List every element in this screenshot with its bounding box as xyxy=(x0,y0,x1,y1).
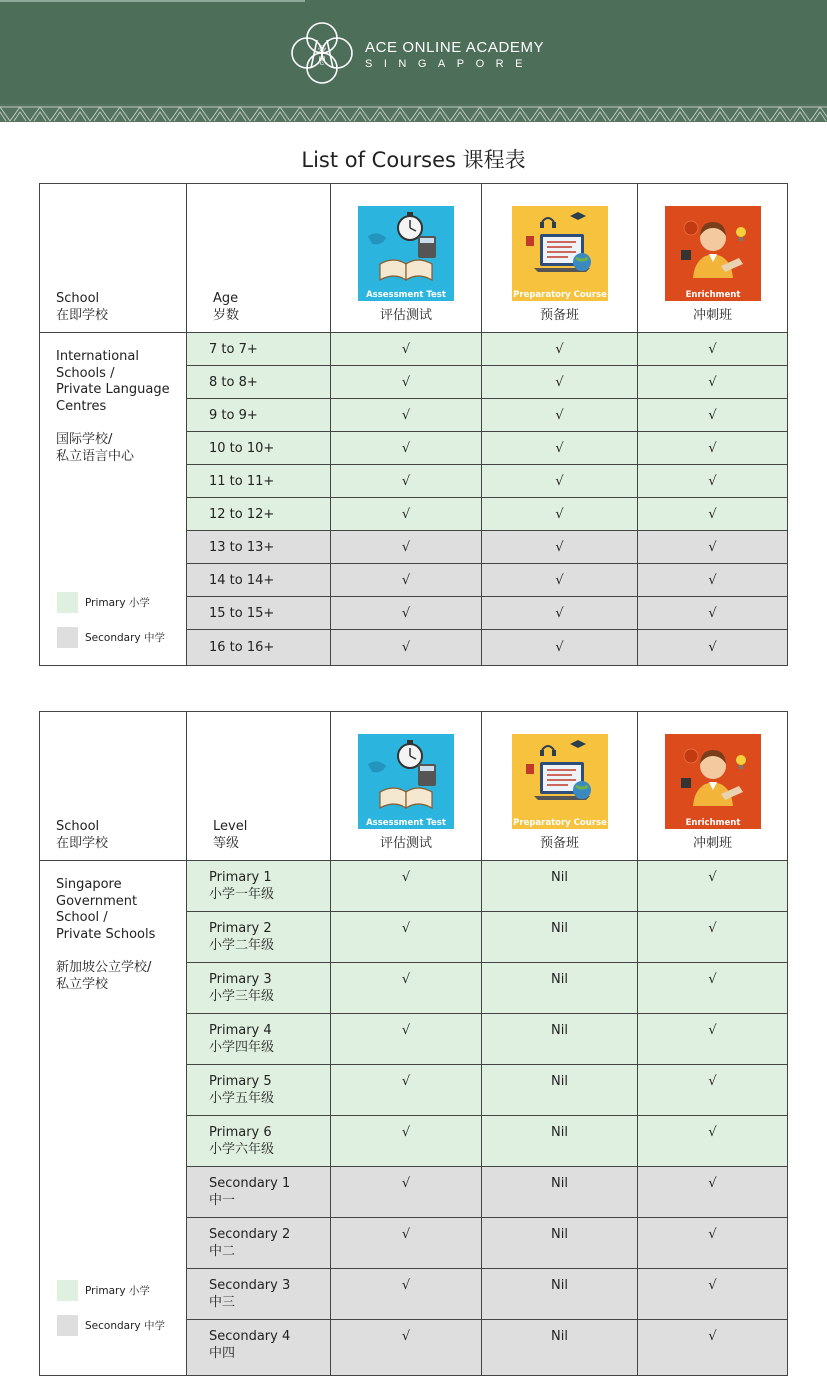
availability-mark: √ xyxy=(482,399,638,432)
age-range: 8 to 8+ xyxy=(187,366,331,399)
page-title: List of Courses 课程表 xyxy=(301,148,526,172)
school-header-en: School xyxy=(56,291,100,306)
availability-mark: √ xyxy=(638,564,788,597)
availability-mark: Nil xyxy=(482,1167,638,1218)
secondary-swatch xyxy=(57,1315,78,1336)
level-name-zh: 小学一年级 xyxy=(209,887,275,902)
age-range: 16 to 16+ xyxy=(187,630,331,666)
primary-legend-label: Primary 小学 xyxy=(85,1284,150,1297)
logo-glyph-top: 爱 xyxy=(317,46,327,56)
age-range: 14 to 14+ xyxy=(187,564,331,597)
level-courses-table xyxy=(39,711,788,1376)
level-name-en: Primary 4 xyxy=(209,1023,272,1038)
availability-mark: Nil xyxy=(482,912,638,963)
header-pattern-band xyxy=(0,104,827,122)
availability-mark: Nil xyxy=(482,1116,638,1167)
level-name-en: Primary 3 xyxy=(209,972,272,987)
preparatory-course-label: 预备班 xyxy=(539,836,579,851)
age-courses-table xyxy=(39,183,788,666)
availability-mark: √ xyxy=(482,366,638,399)
school-name-zh-line: 私立语言中心 xyxy=(56,448,135,464)
level-name xyxy=(187,912,331,963)
legend-primary xyxy=(57,1279,165,1301)
school-name-zh-line: 国际学校/ xyxy=(56,432,113,447)
level-name-en: Secondary 3 xyxy=(209,1278,291,1293)
table-header-row xyxy=(40,712,788,861)
level-name xyxy=(187,1116,331,1167)
level-name-zh: 中二 xyxy=(209,1244,236,1259)
assessment-test-label: 评估测试 xyxy=(379,308,432,323)
school-header xyxy=(40,184,187,333)
availability-mark: √ xyxy=(331,912,482,963)
age-range: 11 to 11+ xyxy=(187,465,331,498)
level-name xyxy=(187,1218,331,1269)
school-name-line: School / xyxy=(56,910,108,925)
school-name-line: Schools / xyxy=(56,365,115,381)
availability-mark: √ xyxy=(638,1269,788,1320)
availability-mark: √ xyxy=(482,630,638,666)
age-range: 15 to 15+ xyxy=(187,597,331,630)
availability-mark: √ xyxy=(331,432,482,465)
availability-mark: Nil xyxy=(482,1014,638,1065)
availability-mark: √ xyxy=(638,630,788,666)
enrichment-image[interactable] xyxy=(665,734,761,829)
school-name-cell xyxy=(40,333,187,666)
age-range: 10 to 10+ xyxy=(187,432,331,465)
level-header-zh: 等级 xyxy=(213,836,240,851)
availability-mark: √ xyxy=(638,1167,788,1218)
preparatory-course-image[interactable] xyxy=(512,734,608,829)
school-name-cell xyxy=(40,861,187,1376)
svg-text:Preparatory Course: Preparatory Course xyxy=(512,818,607,828)
preparatory-course-image[interactable] xyxy=(512,206,608,301)
color-legend xyxy=(57,591,165,661)
level-name-en: Secondary 1 xyxy=(209,1176,291,1191)
level-name xyxy=(187,1167,331,1218)
svg-text:Enrichment: Enrichment xyxy=(685,290,740,300)
availability-mark: Nil xyxy=(482,1320,638,1376)
age-range: 9 to 9+ xyxy=(187,399,331,432)
school-name-zh-line: 私立学校 xyxy=(56,976,109,992)
availability-mark: √ xyxy=(331,1167,482,1218)
school-header-en: School xyxy=(56,819,100,834)
availability-mark: √ xyxy=(638,531,788,564)
level-name-zh: 小学五年级 xyxy=(209,1091,275,1106)
level-header xyxy=(187,712,331,861)
level-name-zh: 小学四年级 xyxy=(209,1040,275,1055)
availability-mark: √ xyxy=(331,1218,482,1269)
availability-mark: √ xyxy=(638,1320,788,1376)
enrichment-label: 冲刺班 xyxy=(692,836,732,851)
availability-mark: √ xyxy=(331,366,482,399)
availability-mark: √ xyxy=(482,465,638,498)
school-name-zh xyxy=(56,432,186,465)
availability-mark: √ xyxy=(331,1014,482,1065)
availability-mark: Nil xyxy=(482,963,638,1014)
primary-swatch xyxy=(57,592,78,613)
brand-subtitle: SINGAPORE xyxy=(365,58,534,70)
logo-glyph-bottom: 思 xyxy=(317,57,327,67)
legend-secondary xyxy=(57,626,165,648)
age-range: 7 to 7+ xyxy=(187,333,331,366)
age-header-en: Age xyxy=(213,291,239,306)
assessment-test-image[interactable] xyxy=(358,734,454,829)
preparatory-course-header xyxy=(482,184,638,333)
availability-mark: √ xyxy=(331,531,482,564)
level-name xyxy=(187,963,331,1014)
level-header-en: Level xyxy=(213,819,248,834)
availability-mark: √ xyxy=(482,498,638,531)
availability-mark: √ xyxy=(331,1320,482,1376)
school-name-line: International xyxy=(56,349,139,364)
availability-mark: √ xyxy=(638,1065,788,1116)
level-name-zh: 小学二年级 xyxy=(209,938,275,953)
school-name-line: Government xyxy=(56,893,138,909)
legend-primary xyxy=(57,591,165,613)
level-name-en: Primary 5 xyxy=(209,1074,272,1089)
availability-mark: √ xyxy=(638,465,788,498)
availability-mark: √ xyxy=(331,1116,482,1167)
color-legend xyxy=(57,1279,165,1349)
availability-mark: Nil xyxy=(482,1065,638,1116)
availability-mark: √ xyxy=(638,597,788,630)
site-header xyxy=(0,0,827,122)
academy-logo-icon[interactable] xyxy=(287,18,357,88)
table-row xyxy=(40,861,788,912)
enrichment-header xyxy=(638,712,788,861)
assessment-test-image[interactable] xyxy=(358,206,454,301)
assessment-test-label: 评估测试 xyxy=(379,836,432,851)
availability-mark: √ xyxy=(331,465,482,498)
level-name xyxy=(187,1014,331,1065)
availability-mark: √ xyxy=(638,1218,788,1269)
primary-legend-label: Primary 小学 xyxy=(85,596,150,609)
school-header-zh: 在即学校 xyxy=(56,308,109,323)
level-name-en: Secondary 4 xyxy=(209,1329,291,1344)
level-name-en: Primary 2 xyxy=(209,921,272,936)
school-name-line: Private Schools xyxy=(56,926,156,942)
availability-mark: √ xyxy=(482,564,638,597)
availability-mark: √ xyxy=(331,1065,482,1116)
level-name-en: Primary 1 xyxy=(209,870,272,885)
school-name-zh-line: 新加坡公立学校/ xyxy=(56,960,152,975)
table-header-row xyxy=(40,184,788,333)
level-name-zh: 中一 xyxy=(209,1193,236,1208)
level-name xyxy=(187,1320,331,1376)
brand-name: ACE ONLINE ACADEMY xyxy=(365,39,545,56)
availability-mark: √ xyxy=(331,399,482,432)
svg-text:Preparatory Course: Preparatory Course xyxy=(512,290,607,300)
brand-block[interactable] xyxy=(365,39,544,70)
availability-mark: √ xyxy=(331,498,482,531)
availability-mark: √ xyxy=(638,861,788,912)
availability-mark: √ xyxy=(638,912,788,963)
availability-mark: √ xyxy=(638,963,788,1014)
level-name-zh: 小学六年级 xyxy=(209,1142,275,1157)
availability-mark: √ xyxy=(482,597,638,630)
table-row xyxy=(40,333,788,366)
level-name xyxy=(187,861,331,912)
school-header-zh: 在即学校 xyxy=(56,836,109,851)
availability-mark: √ xyxy=(638,333,788,366)
availability-mark: √ xyxy=(638,432,788,465)
age-range: 12 to 12+ xyxy=(187,498,331,531)
header-accent-line xyxy=(0,0,305,2)
age-header xyxy=(187,184,331,333)
availability-mark: √ xyxy=(331,1269,482,1320)
level-name-zh: 中四 xyxy=(209,1346,236,1361)
level-name-zh: 中三 xyxy=(209,1295,236,1310)
availability-mark: √ xyxy=(331,963,482,1014)
preparatory-course-header xyxy=(482,712,638,861)
availability-mark: √ xyxy=(638,399,788,432)
school-header xyxy=(40,712,187,861)
level-name xyxy=(187,1065,331,1116)
availability-mark: √ xyxy=(482,531,638,564)
availability-mark: √ xyxy=(638,1116,788,1167)
school-name-en xyxy=(56,877,186,943)
level-name-en: Secondary 2 xyxy=(209,1227,291,1242)
assessment-test-header xyxy=(331,184,482,333)
availability-mark: √ xyxy=(638,1014,788,1065)
level-name-en: Primary 6 xyxy=(209,1125,272,1140)
secondary-legend-label: Secondary 中学 xyxy=(85,1319,165,1332)
preparatory-course-label: 预备班 xyxy=(539,308,579,323)
availability-mark: √ xyxy=(638,498,788,531)
enrichment-header xyxy=(638,184,788,333)
secondary-legend-label: Secondary 中学 xyxy=(85,631,165,644)
availability-mark: √ xyxy=(482,333,638,366)
age-header-zh: 岁数 xyxy=(213,308,240,323)
availability-mark: Nil xyxy=(482,1218,638,1269)
availability-mark: Nil xyxy=(482,1269,638,1320)
availability-mark: Nil xyxy=(482,861,638,912)
legend-secondary xyxy=(57,1314,165,1336)
level-name-zh: 小学三年级 xyxy=(209,989,275,1004)
svg-text:Assessment Test: Assessment Test xyxy=(366,290,446,300)
availability-mark: √ xyxy=(331,861,482,912)
availability-mark: √ xyxy=(331,597,482,630)
primary-swatch xyxy=(57,1280,78,1301)
level-name xyxy=(187,1269,331,1320)
availability-mark: √ xyxy=(482,432,638,465)
school-name-line: Private Language xyxy=(56,382,170,397)
enrichment-image[interactable] xyxy=(665,206,761,301)
enrichment-label: 冲刺班 xyxy=(692,308,732,323)
school-name-zh xyxy=(56,960,186,993)
availability-mark: √ xyxy=(331,630,482,666)
age-range: 13 to 13+ xyxy=(187,531,331,564)
availability-mark: √ xyxy=(331,333,482,366)
school-name-line: Centres xyxy=(56,398,107,414)
secondary-swatch xyxy=(57,627,78,648)
availability-mark: √ xyxy=(331,564,482,597)
assessment-test-header xyxy=(331,712,482,861)
svg-text:Assessment Test: Assessment Test xyxy=(366,818,446,828)
school-name-en xyxy=(56,349,186,415)
school-name-line: Singapore xyxy=(56,877,122,892)
svg-text:Enrichment: Enrichment xyxy=(685,818,740,828)
availability-mark: √ xyxy=(638,366,788,399)
